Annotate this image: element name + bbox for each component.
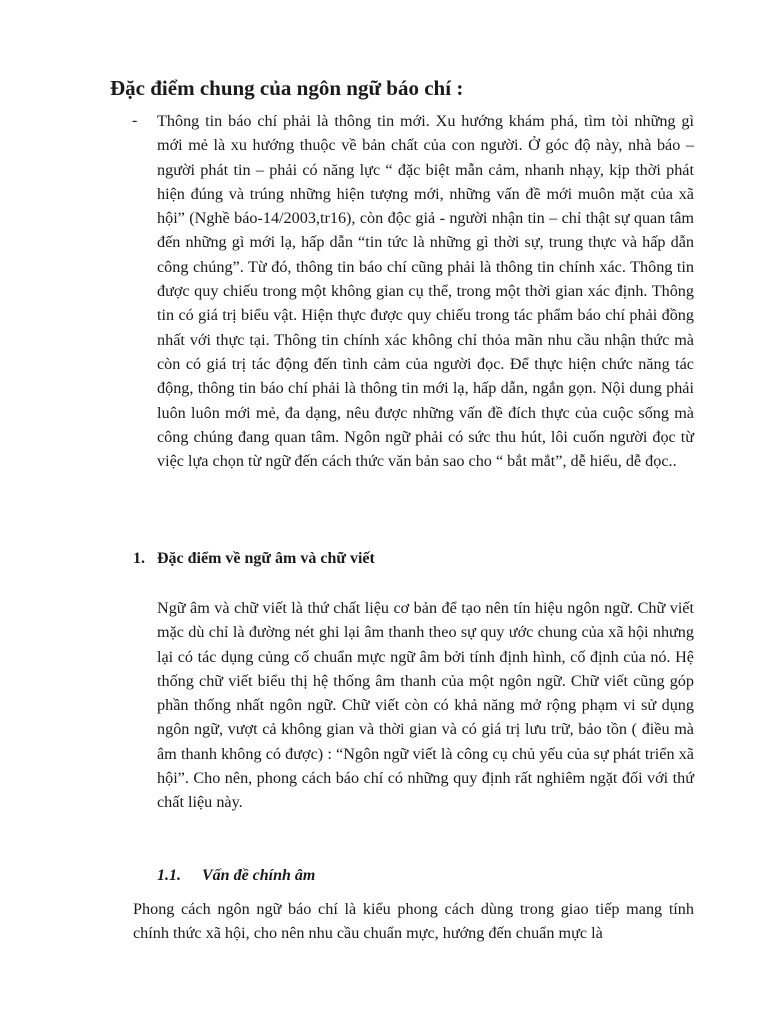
bullet-marker: -: [132, 112, 138, 129]
subsection-heading: [157, 864, 315, 888]
bullet-paragraph: Thông tin báo chí phải là thông tin mới. Xu hướng khám phá, tìm tòi những gì mới mẻ là xu hướng thuộc về bản chất của con người. Ở góc độ này, nhà báo – người phát tin – phải có năng lực “ đặc biệt mẫn cảm, nhanh nhạy, kịp thời phát hiện đúng và trúng những hiện tượng mới, những vấn đề mới muôn mặt của xã hội” (Nghề báo-14/2003,tr16), còn độc giả - người nhận tin – chỉ thật sự quan tâm đến những gì mới lạ, hấp dẫn “tin tức là những gì thời sự, trung thực và hấp dẫn công chúng”. Từ đó, thông tin báo chí cũng phải là thông tin chính xác. Thông tin được quy chiếu trong một không gian cụ thể, trong một thời gian xác định. Thông tin có giá trị biểu vật. Hiện thực được quy chiếu trong tác phẩm báo chí phải đồng nhất với thực tại. Thông tin chính xác không chỉ thỏa mãn nhu cầu nhận thức mà còn có giá trị tác động đến tình cảm của người đọc. Để thực hiện chức năng tác động, thông tin báo chí phải là thông tin mới lạ, hấp dẫn, ngắn gọn. Nội dung phải luôn luôn mới mẻ, đa dạng, nêu được những vấn đề đích thực của cuộc sống mà công chúng đang quan tâm. Ngôn ngữ phải có sức thu hút, lôi cuốn người đọc từ việc lựa chọn từ ngữ đến cách thức văn bản sao cho “ bắt mắt”, dễ hiểu, dễ đọc..: [157, 112, 694, 471]
subsection-paragraph: Phong cách ngôn ngữ báo chí là kiểu phong cách dùng trong giao tiếp mang tính chính thức xã hội, cho nên nhu cầu chuẩn mực, hướng đến chuẩn mực là: [133, 900, 694, 943]
subsection-title: Vấn đề chính âm: [202, 867, 316, 884]
document-title: Đặc điểm chung của ngôn ngữ báo chí :: [110, 76, 464, 100]
section-number: 1.: [133, 550, 145, 567]
section-heading: [133, 547, 375, 571]
section-title: Đặc điểm về ngữ âm và chữ viết: [157, 550, 375, 567]
subsection-number: 1.1.: [157, 867, 181, 884]
section-paragraph: Ngữ âm và chữ viết là thứ chất liệu cơ bản để tạo nên tín hiệu ngôn ngữ. Chữ viết mặc dù chỉ là đường nét ghi lại âm thanh theo sự quy ước chung của xã hội nhưng lại có tác dụng củng cố chuẩn mực ngữ âm bởi tính định hình, cố định của nó. Hệ thống chữ viết biểu thị hệ thống âm thanh của một ngôn ngữ. Chữ viết cũng góp phần thống nhất ngôn ngữ. Chữ viết còn có khả năng mở rộng phạm vi sử dụng ngôn ngữ, vượt cả không gian và thời gian và có giá trị lưu trữ, bảo tồn ( điều mà âm thanh không có được) : “Ngôn ngữ viết là công cụ chủ yếu của sự phát triển xã hội”. Cho nên, phong cách báo chí có những quy định rất nghiêm ngặt đối với thứ chất liệu này.: [157, 599, 694, 812]
